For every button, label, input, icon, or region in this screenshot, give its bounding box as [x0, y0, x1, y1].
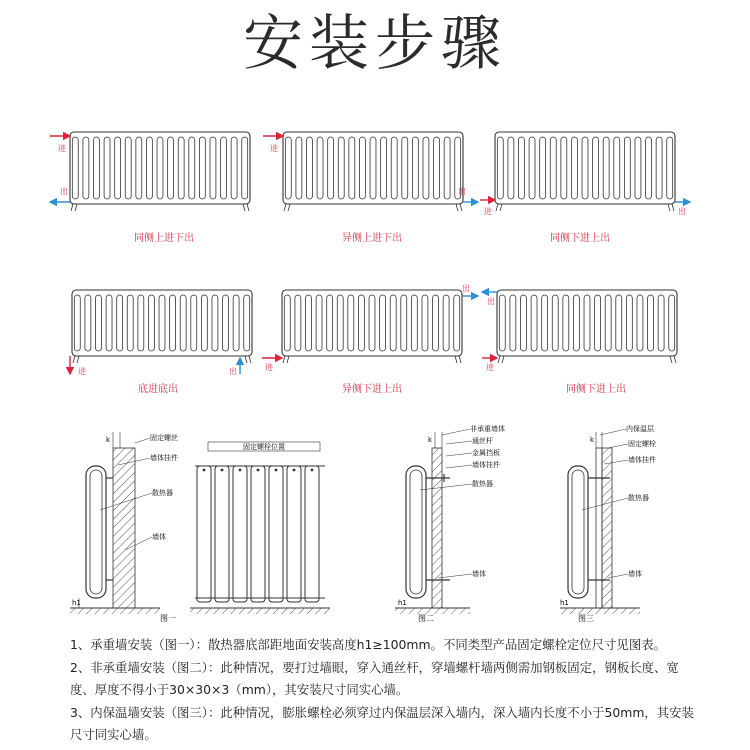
caption-same-side-bottom-in-2: 同侧下进上出: [566, 384, 626, 395]
caption-same-side-top-in: 同侧上进下出: [134, 233, 194, 244]
fig3-label-insulation: 内保温层: [626, 425, 654, 433]
installation-instructions: [70, 634, 700, 747]
fig3-label-bolt: 固定螺栓: [628, 440, 656, 448]
label-in: 进: [265, 363, 273, 372]
fig2-dim-h1: h1: [398, 599, 407, 607]
fig3-dim-k: k: [589, 436, 594, 444]
radiator-row1-2: [495, 132, 675, 211]
bolt-dot: [275, 469, 278, 472]
fig1-label-screw: 固定螺丝: [150, 434, 178, 442]
figure-1-side-view: [70, 432, 178, 623]
fig1-label-bracket: 墙体挂件: [150, 454, 178, 462]
fig1-dim-k: k: [105, 436, 110, 444]
fig2-label-radiator: 散热器: [472, 480, 493, 488]
label-out: 出: [678, 207, 686, 216]
bolt-dot: [257, 469, 260, 472]
label-in: 进: [270, 144, 278, 153]
front-column: [305, 466, 319, 602]
instruction-1: 1、承重墙安装（图一）：散热器底部距地面安装高度h1≥100mm。不同类型产品固定螺栓定位尺寸见图表。: [70, 637, 666, 652]
caption-opposite-side-bottom-in: 异侧下进上出: [342, 384, 402, 395]
bolt-dot: [221, 469, 224, 472]
front-column: [197, 466, 211, 602]
bolt-dot: [239, 469, 242, 472]
front-column: [251, 466, 265, 602]
caption-bottom-in-bottom-out: 底进底出: [138, 384, 178, 395]
fig2-dim-k: k: [427, 436, 432, 444]
label-out: 出: [487, 297, 495, 306]
fig3-label-bracket: 墙体挂件: [628, 456, 656, 464]
radiator-row1-1: [283, 132, 463, 211]
fig3-label-radiator: 散热器: [628, 494, 649, 502]
fig1-dim-h1: h1: [72, 599, 81, 607]
caption-opposite-side-top-in: 异侧上进下出: [342, 233, 402, 244]
fig2-label-plate: 金属挡板: [472, 449, 500, 457]
figure-1-title: 图一: [160, 614, 176, 623]
radiator-row-2: [0, 278, 750, 378]
front-column: [233, 466, 247, 602]
front-column: [215, 466, 229, 602]
instruction-3: 3、内保温墙安装（图三）：此种情况，膨胀螺栓必须穿过内保温层深入墙内，深入墙内长度不小于50mm，其安装尺寸同实心墙。: [70, 704, 694, 742]
fig2-label-bracket: 墙体挂件: [472, 461, 500, 469]
figure-3-title: 图三: [578, 614, 594, 623]
figure-2-title: 图二: [418, 614, 434, 623]
installation-figures: [0, 420, 750, 625]
label-in: 进: [486, 363, 494, 372]
fig2-label-wall-nonbearing: 非承重墙体: [470, 425, 505, 433]
fig1-label-wall: 墙体: [152, 533, 166, 541]
figure-2-side-view: [395, 424, 505, 623]
bolt-dot: [203, 469, 206, 472]
label-out: 出: [462, 284, 470, 293]
radiator-front-view: [190, 442, 330, 614]
fig2-label-wall: 墙体: [472, 570, 486, 578]
fig1-label-radiator: 散热器: [152, 489, 173, 497]
radiator-row2-2: [497, 290, 677, 363]
caption-same-side-bottom-in: 同侧下进上出: [550, 233, 610, 244]
fig2-label-rod: 通丝杆: [472, 437, 493, 445]
radiator-row2-0: [72, 290, 252, 363]
label-out: 出: [60, 187, 68, 196]
label-out: 出: [458, 187, 466, 196]
front-column: [269, 466, 283, 602]
bolt-dot: [311, 469, 314, 472]
label-out: 出: [229, 367, 237, 376]
label-in: 进: [78, 367, 86, 376]
label-in: 进: [58, 144, 66, 153]
fig3-dim-h1: h1: [560, 599, 569, 607]
label-in: 进: [484, 207, 492, 216]
radiator-row1-0: [70, 132, 250, 211]
radiator-row2-1: [282, 290, 462, 363]
bolt-dot: [293, 469, 296, 472]
figure-3-side-view: [560, 424, 656, 623]
fig3-label-wall: 墙体: [628, 570, 642, 578]
page-title: 安装步骤: [243, 9, 507, 79]
instruction-2: 2、非承重墙安装（图二）：此种情况，要打过墙眼，穿入通丝杆，穿墙螺杆墙两侧需加钢板固定，钢板长度、宽度、厚度不得小于30×30×3（mm），其安装尺寸同实心墙。: [70, 659, 679, 697]
front-column: [287, 466, 301, 602]
front-label-bolt-position: 固定螺栓位置: [243, 443, 285, 451]
